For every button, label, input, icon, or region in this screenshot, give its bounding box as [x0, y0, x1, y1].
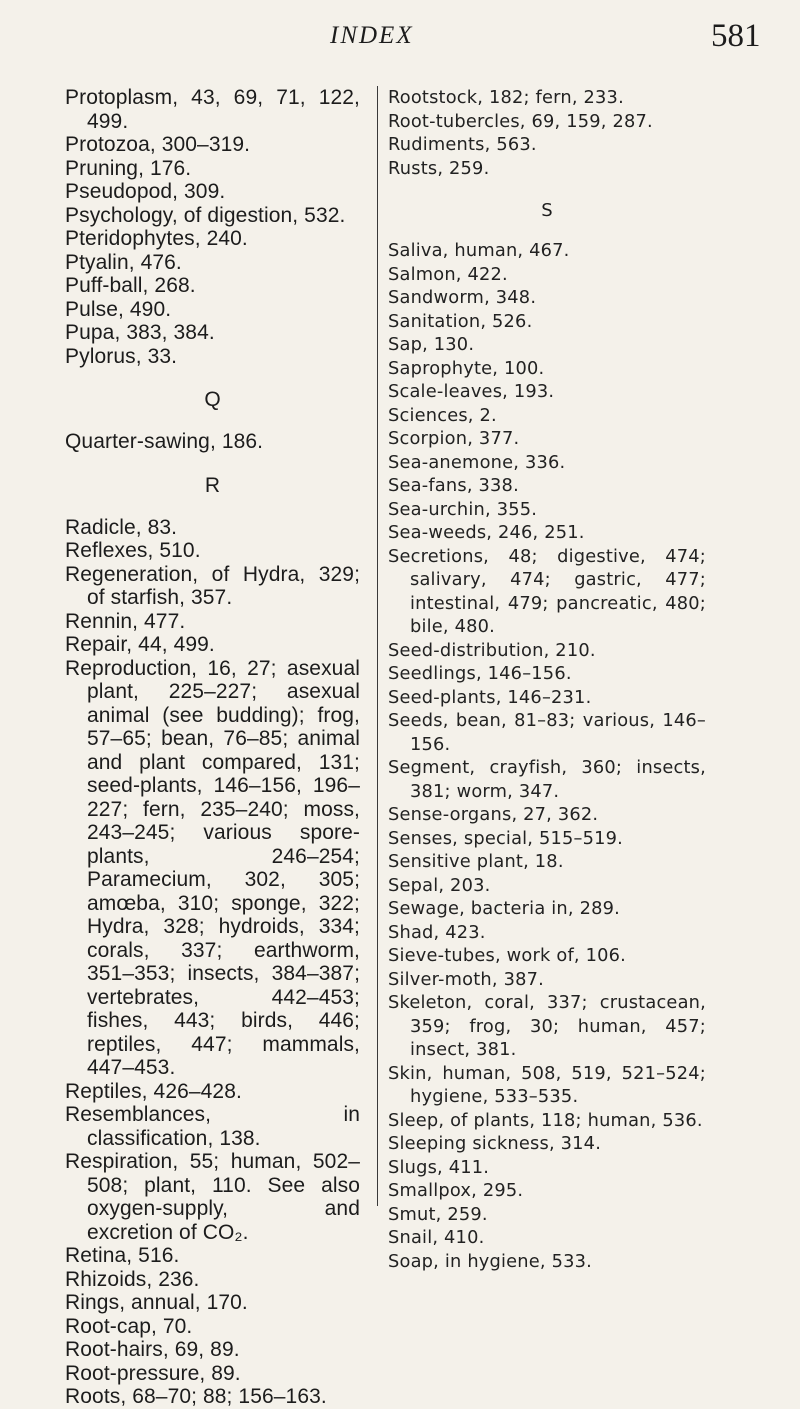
- index-entry: Reptiles, 426–428.: [65, 1079, 242, 1103]
- index-entry: Sleeping sickness, 314.: [388, 1133, 602, 1154]
- index-entry: Regeneration, of Hydra, 329; of starfish, 357.: [65, 562, 360, 609]
- index-entry: Rudiments, 563.: [388, 134, 537, 155]
- index-entry: Skeleton, coral, 337; crustacean, 359; frog, 30; human, 457; insect, 381.: [388, 992, 706, 1060]
- index-entry: Sieve-tubes, work of, 106.: [388, 945, 626, 966]
- index-entry: Protozoa, 300–319.: [65, 133, 251, 156]
- letter-heading-r: R: [204, 473, 221, 497]
- entries-s: [388, 239, 706, 1273]
- index-entry: Ptyalin, 476.: [65, 250, 182, 274]
- index-entry: Rennin, 477.: [65, 609, 186, 633]
- index-entry: Smut, 259.: [388, 1203, 488, 1225]
- entries-p: [65, 86, 360, 368]
- index-entry: Sepal, 203.: [388, 874, 491, 896]
- index-entry: Senses, special, 515–519.: [388, 827, 624, 849]
- index-entry: Saprophyte, 100.: [388, 357, 545, 379]
- index-entry: Root-tubercles, 69, 159, 287.: [388, 110, 653, 132]
- left-column: [65, 86, 360, 1409]
- index-entry: Sewage, bacteria in, 289.: [388, 898, 620, 919]
- index-entry: Root-cap, 70.: [65, 1314, 193, 1338]
- index-entry: Reproduction, 16, 27; asexual plant, 225–227; asexual animal (see budding); frog, 57–65; bean, 76–85; animal and plant compared, 131; seed-plants, 146–156, 196–227; fern, 235–240; moss, 243–245; various spore-plants, 246–254; Paramecium, 302, 305; amœba, 310; sponge, 322; Hydra, 328; hydroids, 334; corals, 337; earthworm, 351–353; insects, 384–387; vertebrates, 442–453; fishes, 443; birds, 446; reptiles, 447; mammals, 447–453.: [65, 656, 360, 1079]
- index-entry: Roots, 68–70; 88; 156–163.: [65, 1385, 327, 1408]
- index-entry: Shad, 423.: [388, 921, 486, 943]
- index-entry: Sea-fans, 338.: [388, 475, 519, 496]
- index-entry: Protoplasm, 43, 69, 71, 122, 499.: [65, 86, 360, 133]
- index-entry: Pteridophytes, 240.: [65, 227, 248, 250]
- index-entry: Pruning, 176.: [65, 156, 192, 180]
- index-entry: Retina, 516.: [65, 1244, 180, 1267]
- index-entry: Sandworm, 348.: [388, 287, 537, 308]
- index-entry: Sleep, of plants, 118; human, 536.: [388, 1109, 703, 1131]
- entries-r: [65, 516, 360, 1409]
- entries-q: [65, 430, 360, 454]
- letter-heading-s: S: [541, 200, 553, 221]
- index-entry: Repair, 44, 499.: [65, 633, 215, 656]
- index-entry: Sanitation, 526.: [388, 310, 533, 332]
- index-entry: Sense-organs, 27, 362.: [388, 804, 599, 825]
- index-entry: Pseudopod, 309.: [65, 180, 226, 203]
- index-entry: Secretions, 48; digestive, 474; salivary, 474; gastric, 477; intestinal, 479; pancreatic, 480; bile, 480.: [388, 545, 706, 637]
- index-entry: Snail, 410.: [388, 1227, 485, 1248]
- page-number: 581: [711, 18, 761, 54]
- index-entry: Rootstock, 182; fern, 233.: [388, 87, 624, 108]
- index-entry: Seed-distribution, 210.: [388, 639, 596, 661]
- index-title: INDEX: [330, 22, 414, 49]
- index-entry: Slugs, 411.: [388, 1156, 490, 1178]
- index-entry: Seed-plants, 146–231.: [388, 686, 592, 708]
- index-entry: Sea-anemone, 336.: [388, 451, 566, 473]
- index-entry: Respiration, 55; human, 502–508; plant, 110. See also oxygen-supply, and excretion of CO₂.: [65, 1150, 360, 1244]
- index-entry: Quarter-sawing, 186.: [65, 430, 264, 453]
- index-entry: Pupa, 383, 384.: [65, 321, 215, 344]
- letter-heading-q: Q: [204, 388, 221, 411]
- index-entry: Sap, 130.: [388, 334, 475, 355]
- index-entry: Segment, crayfish, 360; insects, 381; worm, 347.: [388, 757, 706, 802]
- index-entry: Sciences, 2.: [388, 404, 497, 426]
- index-entry: Sea-urchin, 355.: [388, 498, 538, 520]
- index-entry: Pylorus, 33.: [65, 344, 178, 368]
- index-entry: Skin, human, 508, 519, 521–524; hygiene, 533–535.: [388, 1062, 706, 1107]
- index-entry: Scale-leaves, 193.: [388, 381, 555, 402]
- index-entry: Radicle, 83.: [65, 515, 178, 539]
- index-entry: Puff-ball, 268.: [65, 274, 196, 297]
- index-entry: Root-pressure, 89.: [65, 1361, 241, 1385]
- index-entry: Rings, annual, 170.: [65, 1291, 248, 1314]
- index-entry: Soap, in hygiene, 533.: [388, 1250, 592, 1272]
- index-entry: Smallpox, 295.: [388, 1180, 524, 1201]
- right-column: [377, 86, 706, 1272]
- page-header: [0, 18, 800, 58]
- index-entry: Sensitive plant, 18.: [388, 851, 564, 872]
- index-entry: Root-hairs, 69, 89.: [65, 1338, 240, 1361]
- index-entry: Silver-moth, 387.: [388, 968, 544, 990]
- index-entry: Psychology, of digestion, 532.: [65, 203, 346, 227]
- index-entry: Resemblances, in classification, 138.: [65, 1103, 360, 1150]
- index-entry: Saliva, human, 467.: [388, 240, 570, 261]
- entries-r-continued: [388, 86, 706, 180]
- index-entry: Scorpion, 377.: [388, 428, 520, 449]
- index-entry: Pulse, 490.: [65, 297, 172, 321]
- index-entry: Reflexes, 510.: [65, 539, 201, 562]
- index-entry: Sea-weeds, 246, 251.: [388, 522, 585, 543]
- index-entry: Seeds, bean, 81–83; various, 146–156.: [388, 710, 706, 755]
- index-entry: Seedlings, 146–156.: [388, 663, 572, 684]
- index-entry: Salmon, 422.: [388, 263, 508, 285]
- index-entry: Rhizoids, 236.: [65, 1267, 200, 1291]
- index-entry: Rusts, 259.: [388, 157, 490, 179]
